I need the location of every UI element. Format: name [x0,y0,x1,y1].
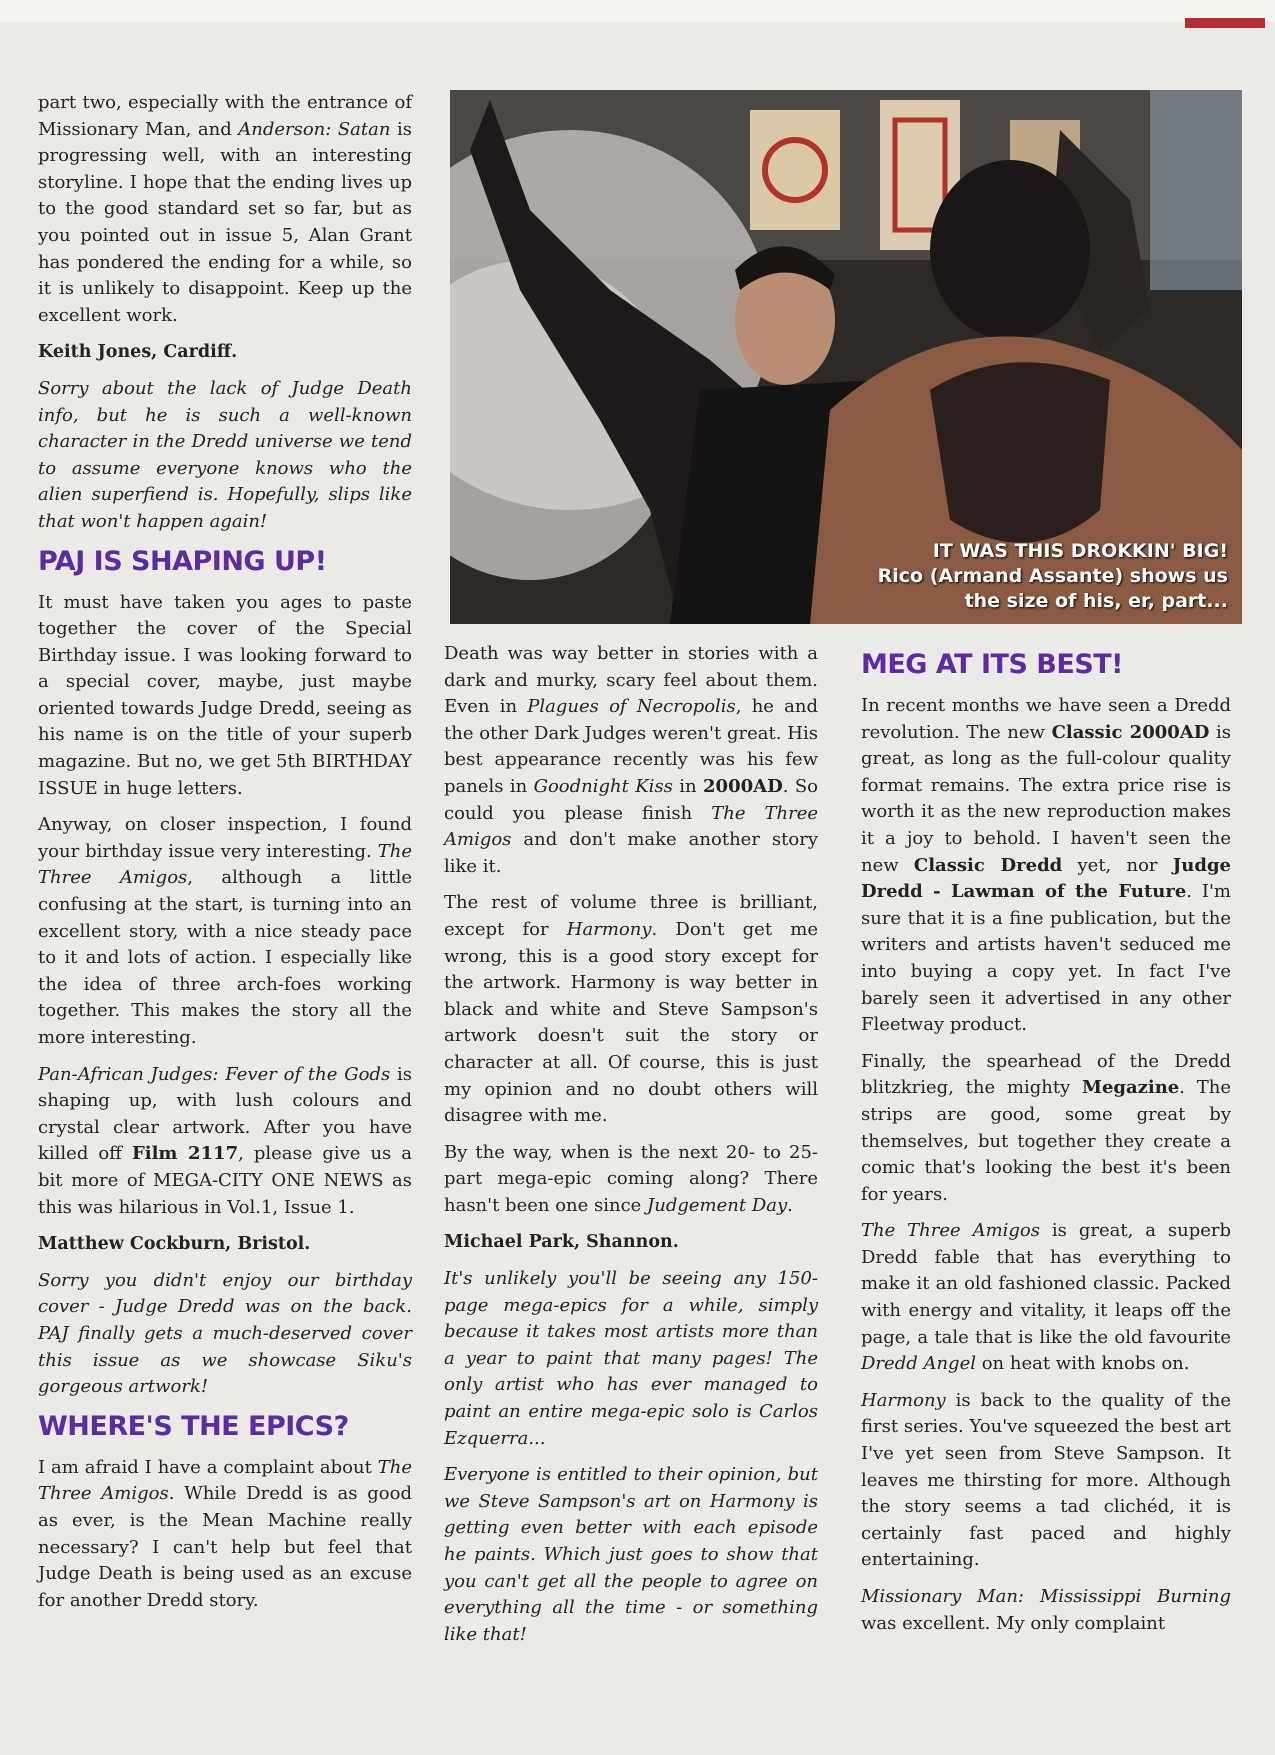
photo-caption [878,539,1228,614]
letter-paragraph: Anyway, on closer inspection, I found your birthday issue very interesting. The Three Amigos, although a little confusing at the start, is turning into an excellent story, with a nice steady pace to it and lots of action. I especially like the idea of three arch-foes working together. This makes the story all the more interesting. [38,814,412,1048]
letters-column-1 [38,90,412,1624]
editor-reply: Sorry about the lack of Judge Death info, but he is such a well-known character in the Dredd universe we tend to assume everyone knows who the alien superfiend is. Hopefully, slips like that won't happen again! [38,377,412,532]
letter-heading: WHERE'S THE EPICS? [38,1410,349,1442]
letter-paragraph: Death was way better in stories with a dark and murky, scary feel about them. Even in Plagues of Necropolis, he and the other Dark Judges weren't great. His best appearance recently was his few panels in Goodnight Kiss in 2000AD. So could you please finish The Three Amigos and don't make another story like it. [444,643,818,877]
letters-column-2 [444,641,818,1658]
film-still-photo [450,90,1242,624]
letter-paragraph: I am afraid I have a complaint about The Three Amigos. While Dredd is as good as ever, is the Mean Machine really necessary? I can't help but feel that Judge Death is being used as an excuse for another Dredd story. [38,1456,412,1611]
page-top-edge [0,0,1275,22]
caption-line: IT WAS THIS DROKKIN' BIG! [932,540,1228,562]
letter-signature: Michael Park, Shannon. [444,1232,679,1253]
letter-signature: Keith Jones, Cardiff. [38,342,238,363]
editor-reply: Sorry you didn't enjoy our birthday cover - Judge Dredd was on the back. PAJ finally gets a much-deserved cover this issue as we showcase Siku's gorgeous artwork! [38,1269,412,1398]
letter-paragraph: Harmony is back to the quality of the first series. You've squeezed the best art I've yet seen from Steve Sampson. It leaves me thirsting for more. Although the story seems a tad clichéd, it is certainly fast paced and highly entertaining. [861,1389,1231,1571]
letter-paragraph: By the way, when is the next 20- to 25-part mega-epic coming along? There hasn't been one since Judgement Day. [444,1141,818,1216]
letter-signature: Matthew Cockburn, Bristol. [38,1234,311,1255]
editor-reply: It's unlikely you'll be seeing any 150-page mega-epics for a while, simply because it takes most artists more than a year to paint that many pages! The only artist who has ever managed to paint an entire mega-epic solo is Carlos Ezquerra... [444,1268,818,1449]
letter-heading: MEG AT ITS BEST! [861,649,1123,680]
editor-reply: Everyone is entitled to their opinion, but we Steve Sampson's art on Harmony is getting even better with each episode he paints. Which just goes to show that you can't get all the people to agree on everything all the time - or something like that! [444,1464,818,1645]
letter-paragraph: The rest of volume three is brilliant, except for Harmony. Don't get me wrong, this is a good story except for the artwork. Harmony is way better in black and white and Steve Sampson's artwork doesn't suit the story or character at all. Of course, this is just my opinion and no doubt others will disagree with me. [444,892,818,1127]
letter-paragraph: The Three Amigos is great, a superb Dredd fable that has everything to make it an old fashioned classic. Packed with energy and vitality, it leaps off the page, a tale that is like the old favourite Dredd Angel on heat with knobs on. [861,1220,1231,1375]
letter-paragraph: In recent months we have seen a Dredd revolution. The new Classic 2000AD is great, as long as the full-colour quality format remains. The extra price rise is worth it as the new reproduction makes it a joy to behold. I haven't seen the new Classic Dredd yet, nor Judge Dredd - Lawman of the Future. I'm sure that it is a fine publication, but the writers and artists haven't seduced me into buying a copy yet. In fact I've barely seen it advertised in any other Fleetway product. [861,695,1232,1036]
letters-column-3 [861,643,1231,1647]
letter-paragraph: Pan-African Judges: Fever of the Gods is shaping up, with lush colours and crystal clear artwork. After you have killed off Film 2117, please give us a bit more of MEGA-CITY ONE NEWS as this was hilarious in Vol.1, Issue 1. [38,1063,413,1218]
letter-paragraph: part two, especially with the entrance of Missionary Man, and Anderson: Satan is progressing well, with an interesting storyline. I hope that the ending lives up to the good standard set so far, but as you pointed out in issue 5, Alan Grant has pondered the ending for a while, so it is unlikely to disappoint. Keep up the excellent work. [38,92,412,326]
corner-color-mark [1185,18,1265,28]
letter-paragraph: Finally, the spearhead of the Dredd blitzkrieg, the mighty Megazine. The strips are good, some great by themselves, but together they create a comic that's looking the best it's been for years. [861,1050,1231,1205]
caption-line: Rico (Armand Assante) shows us [877,565,1228,587]
letter-heading: PAJ IS SHAPING UP! [38,545,327,577]
caption-line: the size of his, er, part... [964,590,1228,612]
letter-paragraph: It must have taken you ages to paste together the cover of the Special Birthday issue. I was looking forward to a special cover, maybe, just maybe oriented towards Judge Dredd, seeing as his name is on the title of your superb magazine. But no, we get 5th BIRTHDAY ISSUE in huge letters. [38,591,412,799]
letter-paragraph: Missionary Man: Mississippi Burning was excellent. My only complaint [861,1586,1231,1634]
